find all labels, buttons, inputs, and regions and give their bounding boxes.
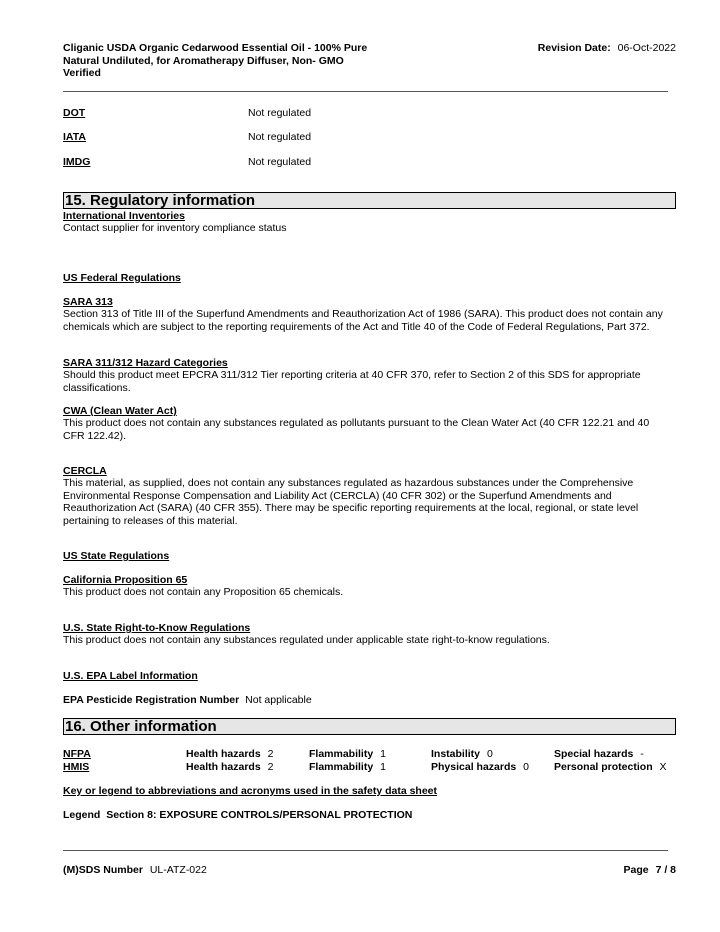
- sds-number-value: UL-ATZ-022: [149, 864, 207, 876]
- product-title-line-2: Natural Undiluted, for Aromatherapy Diffuser, Non- GMO: [63, 54, 344, 67]
- transport-value-dot: Not regulated: [248, 107, 312, 119]
- hmis-personal-label: Personal protection: [554, 761, 653, 773]
- footer-divider: [63, 850, 668, 851]
- header-divider: [63, 91, 668, 92]
- us-state-heading: US State Regulations: [63, 550, 170, 562]
- transport-label-dot: DOT: [63, 107, 86, 119]
- intl-inventories-text: Contact supplier for inventory compliance status: [63, 222, 287, 234]
- prop65-heading: California Proposition 65: [63, 574, 188, 586]
- cercla-line-3: Reauthorization Act (SARA) (40 CFR 355). There may be specific reporting requirements at the local, regional, or state level: [63, 502, 639, 514]
- nfpa-instability-label: Instability: [431, 748, 481, 760]
- hmis-physical: [431, 761, 529, 774]
- page-number-value: 7 / 8: [655, 864, 676, 876]
- hmis-physical-label: Physical hazards: [431, 761, 517, 773]
- rtk-text: This product does not contain any substances regulated under applicable state right-to-know regulations.: [63, 634, 550, 646]
- sara-313-line-1: Section 313 of Title III of the Superfund Amendments and Reauthorization Act of 1986 (SARA). This product does not contain any: [63, 308, 663, 320]
- cwa-line-2: CFR 122.42).: [63, 429, 127, 442]
- epa-registration: [63, 694, 678, 707]
- product-title: [63, 42, 393, 80]
- revision-date: [538, 42, 676, 55]
- nfpa-flammability-label: Flammability: [309, 748, 374, 760]
- page-number: [624, 864, 676, 877]
- nfpa-health-label: Health hazards: [186, 748, 261, 760]
- cercla-line-1: This material, as supplied, does not contain any substances regulated as hazardous substances under the Comprehensive: [63, 477, 634, 489]
- legend-label: Legend: [63, 809, 101, 821]
- hmis-flammability-label: Flammability: [309, 761, 374, 773]
- cwa-line-1: This product does not contain any substances regulated as pollutants pursuant to the Clean Water Act (40 CFR 122.21 and 40: [63, 417, 650, 429]
- hmis-flammability: [309, 761, 386, 774]
- section-16-title: 16. Other information: [65, 718, 217, 735]
- section-15-title: 15. Regulatory information: [65, 192, 256, 209]
- hmis-health-value: 2: [267, 761, 274, 773]
- hmis-flammability-value: 1: [380, 761, 386, 773]
- transport-value-imdg: Not regulated: [248, 156, 312, 168]
- cercla-line-2: Environmental Response Compensation and Liability Act (CERCLA) (40 CFR 302) or the Superfund Amendments and: [63, 489, 612, 502]
- sara-311-line-1: Should this product meet EPCRA 311/312 Tier reporting criteria at 40 CFR 370, refer to Section 2 of this SDS for appropriate: [63, 369, 641, 381]
- hmis-physical-value: 0: [523, 761, 529, 773]
- cercla-text: [63, 477, 678, 527]
- cercla-line-4: pertaining to releases of this material.: [63, 514, 238, 527]
- epa-registration-label: EPA Pesticide Registration Number: [63, 694, 240, 706]
- nfpa-instability: [431, 748, 493, 761]
- us-federal-heading: US Federal Regulations: [63, 272, 181, 284]
- cwa-text: [63, 417, 678, 442]
- sara-311-text: [63, 369, 678, 394]
- rtk-heading: U.S. State Right-to-Know Regulations: [63, 622, 251, 634]
- sara-313-heading: SARA 313: [63, 296, 113, 308]
- section-16-header: [63, 718, 676, 735]
- hmis-health-label: Health hazards: [186, 761, 261, 773]
- nfpa-special-label: Special hazards: [554, 748, 634, 760]
- page-number-label: Page: [623, 864, 649, 876]
- nfpa-flammability: [309, 748, 386, 761]
- revision-date-label: Revision Date:: [537, 42, 611, 54]
- key-legend-heading: Key or legend to abbreviations and acronyms used in the safety data sheet: [63, 785, 438, 797]
- hmis-health: [186, 761, 273, 774]
- sara-313-line-2: chemicals which are subject to the reporting requirements of the Act and Title 40 of the Code of Federal Regulations, Part 372.: [63, 320, 650, 333]
- nfpa-instability-value: 0: [486, 748, 493, 760]
- prop65-text: This product does not contain any Proposition 65 chemicals.: [63, 586, 344, 598]
- cercla-heading: CERCLA: [63, 465, 107, 477]
- intl-inventories-heading: International Inventories: [63, 210, 185, 222]
- transport-label-imdg: IMDG: [63, 156, 91, 168]
- legend-value: Section 8: EXPOSURE CONTROLS/PERSONAL PROTECTION: [106, 809, 413, 821]
- section-15-header: [63, 192, 676, 209]
- product-title-line-3: Verified: [63, 67, 101, 79]
- nfpa-health-value: 2: [267, 748, 274, 760]
- hmis-label: HMIS: [63, 761, 90, 773]
- legend-line: [63, 809, 678, 822]
- epa-label-heading: U.S. EPA Label Information: [63, 670, 198, 682]
- sds-number-label: (M)SDS Number: [63, 864, 143, 876]
- sds-number: [63, 864, 207, 877]
- cwa-heading: CWA (Clean Water Act): [63, 405, 177, 417]
- sara-311-heading: SARA 311/312 Hazard Categories: [63, 357, 228, 369]
- hmis-personal-value: X: [659, 761, 667, 773]
- nfpa-flammability-value: 1: [380, 748, 386, 760]
- epa-registration-value: Not applicable: [245, 694, 312, 706]
- nfpa-health: [186, 748, 273, 761]
- transport-label-iata: IATA: [63, 131, 86, 143]
- sara-311-line-2: classifications.: [63, 381, 131, 394]
- nfpa-special-value: -: [640, 748, 644, 760]
- product-title-line-1: Cliganic USDA Organic Cedarwood Essential Oil - 100% Pure: [63, 42, 368, 54]
- nfpa-label: NFPA: [63, 748, 91, 760]
- nfpa-special: [554, 748, 644, 761]
- transport-value-iata: Not regulated: [248, 131, 312, 143]
- sara-313-text: [63, 308, 678, 333]
- revision-date-value: 06-Oct-2022: [617, 42, 676, 54]
- hmis-personal: [554, 761, 667, 774]
